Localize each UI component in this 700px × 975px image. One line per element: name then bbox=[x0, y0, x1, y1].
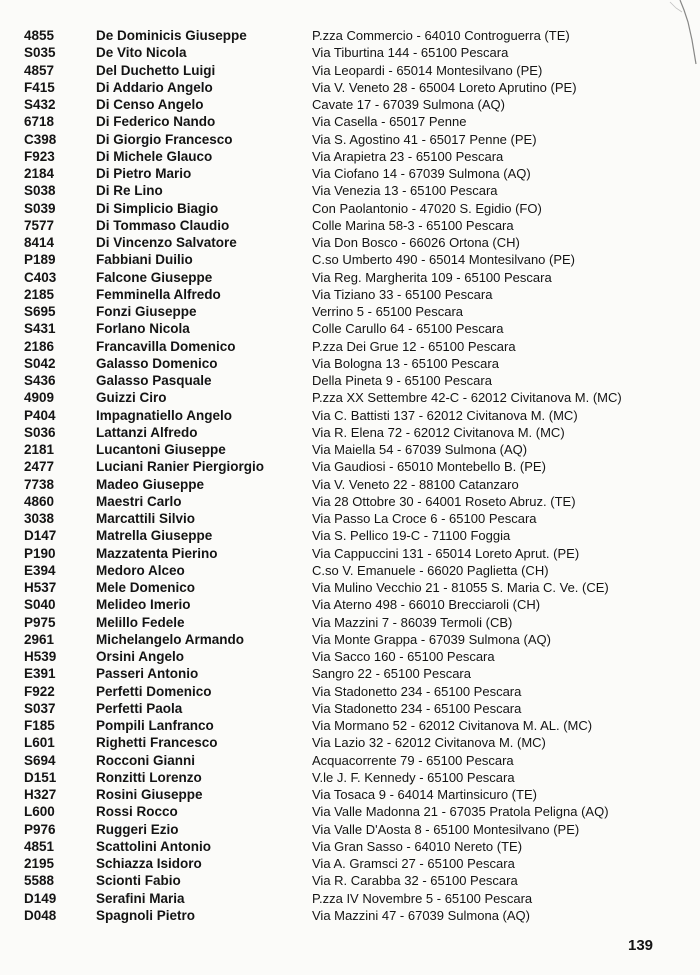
entry-code: D151 bbox=[24, 769, 57, 785]
entry-name: Ronzitti Lorenzo bbox=[96, 769, 202, 785]
directory-entry bbox=[0, 286, 700, 303]
entry-code: D149 bbox=[24, 890, 57, 906]
directory-entry bbox=[0, 631, 700, 648]
entry-code: S035 bbox=[24, 45, 56, 61]
entry-address: Con Paolantonio - 47020 S. Egidio (FO) bbox=[312, 200, 542, 216]
entry-address: P.zza IV Novembre 5 - 65100 Pescara bbox=[312, 890, 533, 906]
entry-code: 4909 bbox=[24, 390, 55, 406]
entry-address: Via V. Veneto 28 - 65004 Loreto Aprutino (PE) bbox=[312, 79, 577, 95]
directory-entry bbox=[0, 752, 700, 769]
entry-address: C.so V. Emanuele - 66020 Paglietta (CH) bbox=[312, 562, 549, 578]
directory-entry bbox=[0, 303, 700, 320]
entry-address: Via S. Agostino 41 - 65017 Penne (PE) bbox=[312, 131, 537, 147]
entry-code: S042 bbox=[24, 355, 56, 371]
entry-address: Via Monte Grappa - 67039 Sulmona (AQ) bbox=[312, 631, 551, 647]
directory-entry bbox=[0, 838, 700, 855]
directory-entry bbox=[0, 614, 700, 631]
entry-address: P.zza Commercio - 64010 Controguerra (TE) bbox=[312, 28, 570, 43]
entry-address: Via Mormano 52 - 62012 Civitanova M. AL. (MC) bbox=[312, 718, 593, 733]
entry-address: Via Bologna 13 - 65100 Pescara bbox=[312, 355, 499, 371]
entry-address: Via Arapietra 23 - 65100 Pescara bbox=[312, 148, 504, 164]
entry-code: 2181 bbox=[24, 442, 55, 457]
directory-entry bbox=[0, 217, 700, 234]
directory-entry bbox=[0, 407, 700, 424]
entry-code: F185 bbox=[24, 718, 55, 733]
directory-entry bbox=[0, 131, 700, 148]
entry-code: S694 bbox=[24, 752, 56, 768]
directory-entry bbox=[0, 148, 700, 165]
entry-code: 2186 bbox=[24, 338, 55, 354]
directory-entry bbox=[0, 62, 700, 79]
entry-code: F923 bbox=[24, 148, 55, 164]
entry-code: L601 bbox=[24, 735, 55, 751]
entry-name: Melillo Fedele bbox=[96, 614, 185, 630]
directory-entry bbox=[0, 251, 700, 268]
entry-name: Di Michele Glauco bbox=[96, 148, 213, 164]
directory-entry bbox=[0, 27, 700, 44]
entry-name: Di Vincenzo Salvatore bbox=[96, 235, 237, 250]
directory-entry bbox=[0, 665, 700, 682]
directory-entry bbox=[0, 803, 700, 820]
entry-address: Colle Marina 58-3 - 65100 Pescara bbox=[312, 217, 514, 233]
entry-code: L600 bbox=[24, 804, 55, 820]
entry-name: Serafini Maria bbox=[96, 890, 185, 906]
entry-code: S431 bbox=[24, 321, 56, 337]
entry-name: Fonzi Giuseppe bbox=[96, 304, 197, 319]
entry-code: 3038 bbox=[24, 511, 55, 526]
entry-name: Marcattili Silvio bbox=[96, 511, 196, 526]
directory-entry bbox=[0, 165, 700, 182]
entry-code: 2195 bbox=[24, 856, 55, 871]
entry-name: Righetti Francesco bbox=[96, 735, 218, 751]
directory-entry bbox=[0, 182, 700, 199]
entry-code: C403 bbox=[24, 269, 57, 285]
entry-address: Via Tiburtina 144 - 65100 Pescara bbox=[312, 45, 509, 61]
entry-address: Via 28 Ottobre 30 - 64001 Roseto Abruz. (TE) bbox=[312, 493, 576, 509]
directory-entry bbox=[0, 596, 700, 613]
entry-code: S037 bbox=[24, 700, 56, 716]
entry-name: Ruggeri Ezio bbox=[96, 821, 179, 837]
entry-name: Schiazza Isidoro bbox=[96, 856, 202, 871]
entry-name: Pompili Lanfranco bbox=[96, 718, 214, 733]
entry-code: E391 bbox=[24, 666, 56, 682]
directory-entry bbox=[0, 786, 700, 803]
entry-address: Via Valle D'Aosta 8 - 65100 Montesilvano (PE) bbox=[312, 821, 580, 837]
directory-entry bbox=[0, 872, 700, 889]
entry-name: Perfetti Paola bbox=[96, 700, 183, 716]
entry-address: Via Tiziano 33 - 65100 Pescara bbox=[312, 286, 493, 302]
entry-name: Di Federico Nando bbox=[96, 114, 216, 130]
entry-name: Scionti Fabio bbox=[96, 873, 181, 889]
directory-entry bbox=[0, 717, 700, 734]
entry-code: S432 bbox=[24, 97, 56, 112]
entry-address: Via Gran Sasso - 64010 Nereto (TE) bbox=[312, 838, 523, 854]
directory-list bbox=[0, 27, 700, 924]
entry-name: Medoro Alceo bbox=[96, 562, 185, 578]
entry-name: Femminella Alfredo bbox=[96, 286, 221, 302]
entry-address: Via Mulino Vecchio 21 - 81055 S. Maria C. Ve. (CE) bbox=[312, 580, 609, 595]
entry-address: P.zza XX Settembre 42-C - 62012 Civitanova M. (MC) bbox=[312, 390, 622, 406]
entry-name: Spagnoli Pietro bbox=[96, 907, 196, 923]
entry-address: Via Cappuccini 131 - 65014 Loreto Aprut. (PE) bbox=[312, 545, 580, 561]
directory-entry bbox=[0, 424, 700, 441]
entry-code: C398 bbox=[24, 131, 57, 147]
entry-code: 7738 bbox=[24, 476, 55, 492]
directory-entry bbox=[0, 734, 700, 751]
entry-address: Via Venezia 13 - 65100 Pescara bbox=[312, 183, 498, 199]
entry-code: S038 bbox=[24, 183, 56, 199]
directory-entry bbox=[0, 476, 700, 493]
entry-address: Via Reg. Margherita 109 - 65100 Pescara bbox=[312, 269, 552, 285]
directory-entry bbox=[0, 493, 700, 510]
entry-name: Di Re Lino bbox=[96, 183, 163, 199]
entry-address: Via Don Bosco - 66026 Ortona (CH) bbox=[312, 235, 520, 250]
entry-address: Via Gaudiosi - 65010 Montebello B. (PE) bbox=[312, 459, 546, 475]
entry-code: D147 bbox=[24, 528, 57, 544]
entry-name: Di Giorgio Francesco bbox=[96, 131, 233, 147]
entry-address: Via Maiella 54 - 67039 Sulmona (AQ) bbox=[312, 442, 528, 457]
entry-name: Falcone Giuseppe bbox=[96, 269, 213, 285]
entry-name: Rosini Giuseppe bbox=[96, 787, 203, 802]
entry-name: Luciani Ranier Piergiorgio bbox=[96, 459, 265, 475]
entry-code: 5588 bbox=[24, 873, 55, 889]
entry-name: Forlano Nicola bbox=[96, 321, 190, 337]
entry-name: Rossi Rocco bbox=[96, 804, 178, 820]
entry-name: Michelangelo Armando bbox=[96, 631, 245, 647]
entry-address: Via Aterno 498 - 66010 Brecciaroli (CH) bbox=[312, 597, 541, 613]
entry-address: Via C. Battisti 137 - 62012 Civitanova M. (MC) bbox=[312, 407, 578, 423]
entry-code: P976 bbox=[24, 821, 56, 837]
entry-name: Di Pietro Mario bbox=[96, 166, 192, 181]
directory-entry bbox=[0, 700, 700, 717]
entry-name: Di Simplicio Biagio bbox=[96, 200, 219, 216]
directory-entry bbox=[0, 769, 700, 786]
entry-name: Impagnatiello Angelo bbox=[96, 407, 233, 423]
entry-address: Via R. Elena 72 - 62012 Civitanova M. (MC) bbox=[312, 424, 565, 440]
directory-entry bbox=[0, 441, 700, 458]
entry-code: 4857 bbox=[24, 62, 55, 78]
entry-name: Perfetti Domenico bbox=[96, 683, 212, 699]
entry-code: F415 bbox=[24, 79, 55, 95]
directory-entry bbox=[0, 545, 700, 562]
entry-address: Via Leopardi - 65014 Montesilvano (PE) bbox=[312, 62, 543, 78]
entry-name: Galasso Domenico bbox=[96, 355, 218, 371]
entry-code: E394 bbox=[24, 562, 56, 578]
entry-name: Melideo Imerio bbox=[96, 597, 191, 613]
entry-code: 2961 bbox=[24, 631, 55, 647]
entry-address: Della Pineta 9 - 65100 Pescara bbox=[312, 373, 492, 388]
entry-name: Di Addario Angelo bbox=[96, 79, 213, 95]
directory-entry bbox=[0, 355, 700, 372]
entry-code: 4860 bbox=[24, 493, 55, 509]
directory-entry bbox=[0, 79, 700, 96]
entry-address: Via Sacco 160 - 65100 Pescara bbox=[312, 649, 495, 664]
entry-address: Colle Carullo 64 - 65100 Pescara bbox=[312, 321, 504, 337]
entry-address: Via V. Veneto 22 - 88100 Catanzaro bbox=[312, 476, 519, 492]
entry-code: 4851 bbox=[24, 838, 55, 854]
directory-entry bbox=[0, 234, 700, 251]
entry-name: Maestri Carlo bbox=[96, 493, 182, 509]
directory-entry bbox=[0, 458, 700, 475]
entry-address: Acquacorrente 79 - 65100 Pescara bbox=[312, 752, 514, 768]
entry-address: Verrino 5 - 65100 Pescara bbox=[312, 304, 464, 319]
entry-code: 6718 bbox=[24, 114, 55, 130]
entry-address: Cavate 17 - 67039 Sulmona (AQ) bbox=[312, 97, 505, 112]
entry-address: Sangro 22 - 65100 Pescara bbox=[312, 666, 471, 682]
entry-code: S040 bbox=[24, 597, 56, 613]
directory-entry bbox=[0, 907, 700, 924]
entry-address: Via Casella - 65017 Penne bbox=[312, 114, 467, 130]
entry-name: Matrella Giuseppe bbox=[96, 528, 213, 544]
entry-code: 2185 bbox=[24, 286, 55, 302]
entry-name: Guizzi Ciro bbox=[96, 390, 167, 406]
entry-name: Galasso Pasquale bbox=[96, 373, 212, 388]
page-number: 139 bbox=[628, 937, 654, 954]
entry-code: H327 bbox=[24, 787, 57, 802]
entry-code: H539 bbox=[24, 649, 57, 664]
directory-entry bbox=[0, 372, 700, 389]
entry-address: Via Tosaca 9 - 64014 Martinsicuro (TE) bbox=[312, 787, 537, 802]
entry-code: S039 bbox=[24, 200, 56, 216]
entry-name: De Dominicis Giuseppe bbox=[96, 28, 247, 43]
entry-address: Via R. Carabba 32 - 65100 Pescara bbox=[312, 873, 518, 889]
directory-entry bbox=[0, 338, 700, 355]
entry-code: 7577 bbox=[24, 217, 55, 233]
entry-code: 2184 bbox=[24, 166, 55, 181]
entry-name: Francavilla Domenico bbox=[96, 338, 236, 354]
entry-code: P189 bbox=[24, 252, 56, 268]
entry-address: P.zza Dei Grue 12 - 65100 Pescara bbox=[312, 338, 516, 354]
entry-name: Del Duchetto Luigi bbox=[96, 62, 216, 78]
entry-address: Via Passo La Croce 6 - 65100 Pescara bbox=[312, 511, 537, 526]
entry-address: Via Stadonetto 234 - 65100 Pescara bbox=[312, 683, 522, 699]
entry-address: Via Mazzini 47 - 67039 Sulmona (AQ) bbox=[312, 907, 530, 923]
entry-code: S695 bbox=[24, 304, 56, 319]
directory-entry bbox=[0, 389, 700, 406]
entry-address: C.so Umberto 490 - 65014 Montesilvano (PE) bbox=[312, 252, 576, 268]
entry-name: Madeo Giuseppe bbox=[96, 476, 205, 492]
entry-name: Lucantoni Giuseppe bbox=[96, 442, 226, 457]
entry-name: Lattanzi Alfredo bbox=[96, 424, 198, 440]
entry-name: Orsini Angelo bbox=[96, 649, 185, 664]
directory-entry bbox=[0, 96, 700, 113]
entry-address: Via Mazzini 7 - 86039 Termoli (CB) bbox=[312, 614, 513, 630]
entry-address: Via S. Pellico 19-C - 71100 Foggia bbox=[312, 528, 511, 544]
directory-entry bbox=[0, 269, 700, 286]
directory-entry bbox=[0, 821, 700, 838]
entry-name: Di Tommaso Claudio bbox=[96, 217, 230, 233]
directory-entry bbox=[0, 648, 700, 665]
entry-name: Fabbiani Duilio bbox=[96, 252, 193, 268]
directory-entry bbox=[0, 855, 700, 872]
entry-code: S036 bbox=[24, 424, 56, 440]
entry-address: Via Stadonetto 234 - 65100 Pescara bbox=[312, 700, 522, 716]
entry-name: Rocconi Gianni bbox=[96, 752, 196, 768]
directory-entry bbox=[0, 562, 700, 579]
entry-code: F922 bbox=[24, 683, 55, 699]
entry-address: Via Lazio 32 - 62012 Civitanova M. (MC) bbox=[312, 735, 546, 751]
entry-address: Via Ciofano 14 - 67039 Sulmona (AQ) bbox=[312, 166, 531, 181]
entry-address: V.le J. F. Kennedy - 65100 Pescara bbox=[312, 769, 515, 785]
entry-name: De Vito Nicola bbox=[96, 45, 187, 61]
entry-name: Di Censo Angelo bbox=[96, 97, 204, 112]
entry-code: P975 bbox=[24, 614, 56, 630]
directory-entry bbox=[0, 579, 700, 596]
entry-code: H537 bbox=[24, 580, 57, 595]
entry-code: S436 bbox=[24, 373, 56, 388]
entry-code: 8414 bbox=[24, 235, 55, 250]
entry-name: Scattolini Antonio bbox=[96, 838, 211, 854]
entry-code: 2477 bbox=[24, 459, 55, 475]
directory-entry bbox=[0, 44, 700, 61]
entry-code: D048 bbox=[24, 907, 57, 923]
entry-name: Mele Domenico bbox=[96, 580, 196, 595]
entry-address: Via A. Gramsci 27 - 65100 Pescara bbox=[312, 856, 515, 871]
directory-entry bbox=[0, 113, 700, 130]
entry-code: 4855 bbox=[24, 28, 55, 43]
directory-entry bbox=[0, 890, 700, 907]
entry-name: Mazzatenta Pierino bbox=[96, 545, 218, 561]
directory-entry bbox=[0, 510, 700, 527]
directory-entry bbox=[0, 527, 700, 544]
directory-entry bbox=[0, 200, 700, 217]
directory-entry bbox=[0, 320, 700, 337]
entry-name: Passeri Antonio bbox=[96, 666, 199, 682]
entry-address: Via Valle Madonna 21 - 67035 Pratola Peligna (AQ) bbox=[312, 804, 609, 820]
directory-entry bbox=[0, 683, 700, 700]
entry-code: P190 bbox=[24, 545, 56, 561]
entry-code: P404 bbox=[24, 407, 56, 423]
